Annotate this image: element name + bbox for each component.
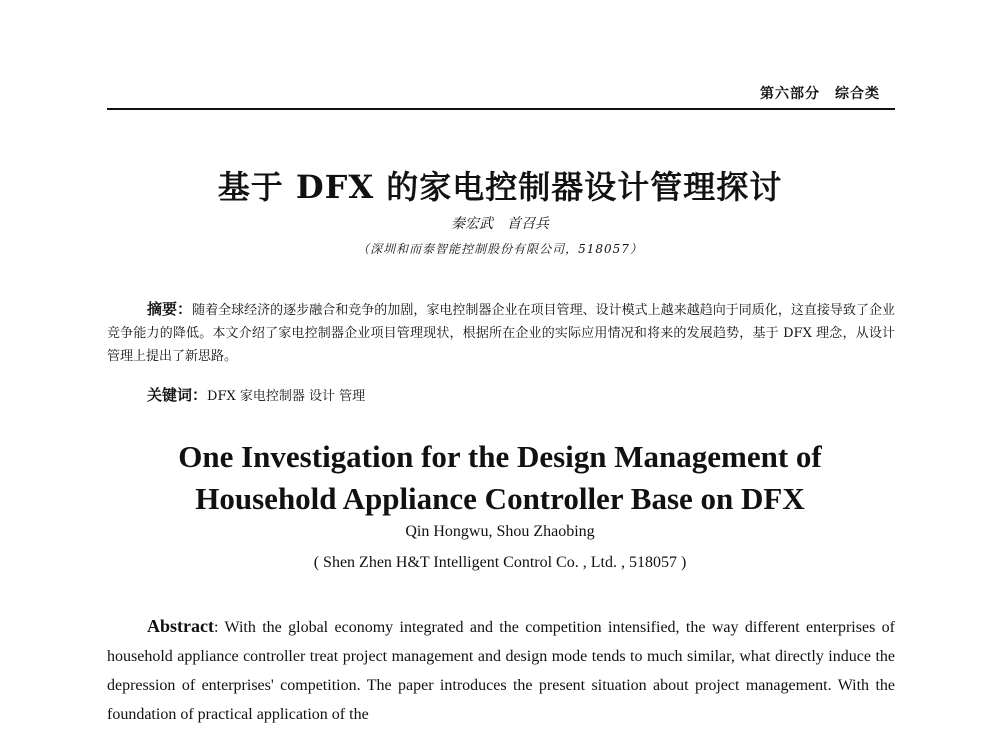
title-en-line2: Household Appliance Controller Base on DFX (195, 481, 805, 516)
abstract-en (107, 612, 895, 729)
title-en (0, 436, 1000, 520)
affiliation-en: ( Shen Zhen H&T Intelligent Control Co. , Ltd. , 518057 ) (313, 554, 687, 571)
abstract-cn-label: 摘要： (147, 300, 193, 318)
abstract-en-label: Abstract (147, 616, 214, 636)
header-rule (107, 108, 895, 110)
title-cn: 基于 DFX 的家电控制器设计管理探讨 (217, 168, 783, 206)
title-en-line1: One Investigation for the Design Management of (178, 439, 822, 474)
abstract-cn-text: 随着全球经济的逐步融合和竞争的加剧，家电控制器企业在项目管理、设计模式上越来越趋向于同质化，这直接导致了企业竞争能力的降低。本文介绍了家电控制器企业项目管理现状，根据所在企业的实际应用情况和将来的发展趋势，基于 DFX 理念，从设计管理上提出了新思路。 (107, 303, 895, 364)
keywords-cn-label: 关键词： (147, 386, 208, 404)
keywords-cn-text: DFX 家电控制器 设计 管理 (207, 389, 366, 404)
abstract-en-text: : With the global economy integrated and the competition intensified, the way different enterprises of household appliance controller treat project management and design mode tends to much similar, what directly induce the depression of enterprises' competition. The paper introduces the present situation about project management. With the foundation of practical application of the (107, 619, 895, 723)
keywords-cn (147, 384, 365, 405)
authors-en: Qin Hongwu, Shou Zhaobing (405, 523, 595, 540)
affiliation-cn: （深圳和而泰智能控制股份有限公司，518057） (357, 242, 643, 256)
abstract-cn (107, 298, 895, 368)
authors-cn: 秦宏武 首召兵 (451, 216, 549, 232)
running-head: 第六部分 综合类 (760, 86, 880, 102)
